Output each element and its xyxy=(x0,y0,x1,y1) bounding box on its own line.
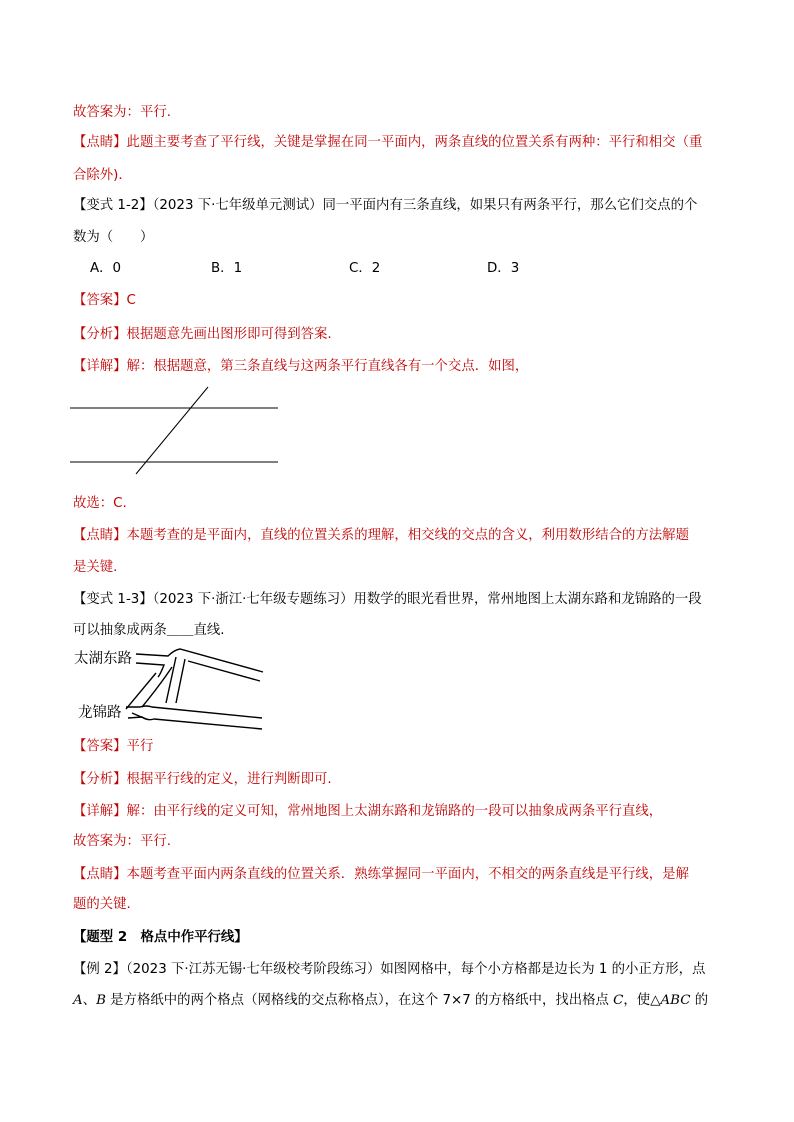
road-map-figure xyxy=(70,645,270,737)
point-a-label: A xyxy=(73,993,83,1008)
option-b: B．1 xyxy=(211,261,243,276)
road-map-drawing xyxy=(70,645,270,737)
line-question-1-3a: 【变式 1-3】（2023 下·浙江·七年级专题练习）用数学的眼光看世界，常州地图上太湖东路和龙锦路的一段 xyxy=(73,592,702,607)
line-example-2a: 【例 2】（2023 下·江苏无锡·七年级校考阶段练习）如图网格中，每个小方格都是边长为 1 的小正方形，点 xyxy=(73,962,706,977)
transversal-line xyxy=(136,387,208,474)
line-choice-2: 故选：C. xyxy=(73,496,127,511)
road-longjin-lower xyxy=(128,717,262,729)
section-heading-type-2: 【题型 2 格点中作平行线】 xyxy=(73,930,248,945)
option-a: A．0 xyxy=(90,261,122,276)
line-detail-2: 【详解】解：根据题意，第三条直线与这两条平行直线各有一个交点．如图， xyxy=(73,359,529,374)
road-vertical-right-b xyxy=(176,659,185,703)
line-answer-3b: 故答案为：平行. xyxy=(73,834,171,849)
text-triangle: ，使△ xyxy=(623,993,661,1008)
triangle-abc-label: ABC xyxy=(660,993,691,1008)
line-example-2b xyxy=(73,991,708,1011)
point-b-label: B xyxy=(96,993,106,1008)
road-taihu-upper xyxy=(136,649,263,672)
road-diagonal-left-a xyxy=(126,673,156,709)
point-c-label: C xyxy=(613,993,624,1008)
road-diagonal-left-b xyxy=(142,667,172,707)
options-row xyxy=(90,259,590,279)
line-answer-1: 故答案为：平行. xyxy=(73,105,171,120)
line-answer-3: 【答案】平行 xyxy=(73,739,154,754)
text-sep: 、 xyxy=(82,993,97,1008)
option-d: D．3 xyxy=(487,261,520,276)
line-comment-1b: 合除外). xyxy=(73,168,123,183)
line-detail-3: 【详解】解：由平行线的定义可知，常州地图上太湖东路和龙锦路的一段可以抽象成两条平行直线， xyxy=(73,804,663,819)
line-comment-1a: 【点睛】此题主要考查了平行线，关键是掌握在同一平面内，两条直线的位置关系有两种：平行和相交（重 xyxy=(73,135,703,150)
line-analysis-3: 【分析】根据平行线的定义，进行判断即可. xyxy=(73,772,332,787)
road-label-longjin: 龙锦路 xyxy=(78,705,122,721)
line-comment-2a: 【点睛】本题考查的是平面内，直线的位置关系的理解，相交线的交点的含义，利用数形结合的方法解题 xyxy=(73,528,689,543)
line-answer-2: 【答案】C xyxy=(73,293,136,308)
parallel-lines-figure xyxy=(70,385,282,477)
option-c: C．2 xyxy=(349,261,381,276)
text-end: 的 xyxy=(690,993,709,1008)
road-taihu-lower-east xyxy=(188,661,260,681)
line-comment-3b: 题的关键. xyxy=(73,897,131,912)
line-comment-3a: 【点睛】本题考查平面内两条直线的位置关系．熟练掌握同一平面内，不相交的两条直线是平行线，是解 xyxy=(73,867,689,882)
road-label-taihu: 太湖东路 xyxy=(74,651,132,667)
text-mid: 是方格纸中的两个格点（网格线的交点称格点），在这个 7×7 的方格纸中，找出格点 xyxy=(105,993,614,1008)
line-analysis-2: 【分析】根据题意先画出图形即可得到答案. xyxy=(73,327,332,342)
line-question-1-2a: 【变式 1-2】（2023 下·七年级单元测试）同一平面内有三条直线，如果只有两条平行，那么它们交点的个 xyxy=(73,198,698,213)
road-taihu-lower xyxy=(136,663,164,677)
line-question-1-3b: 可以抽象成两条＿＿直线. xyxy=(73,623,225,638)
line-comment-2b: 是关键. xyxy=(73,560,118,575)
road-vertical-right-a xyxy=(166,657,176,703)
road-longjin-upper xyxy=(126,706,262,718)
line-question-1-2b: 数为（ ） xyxy=(73,230,154,245)
